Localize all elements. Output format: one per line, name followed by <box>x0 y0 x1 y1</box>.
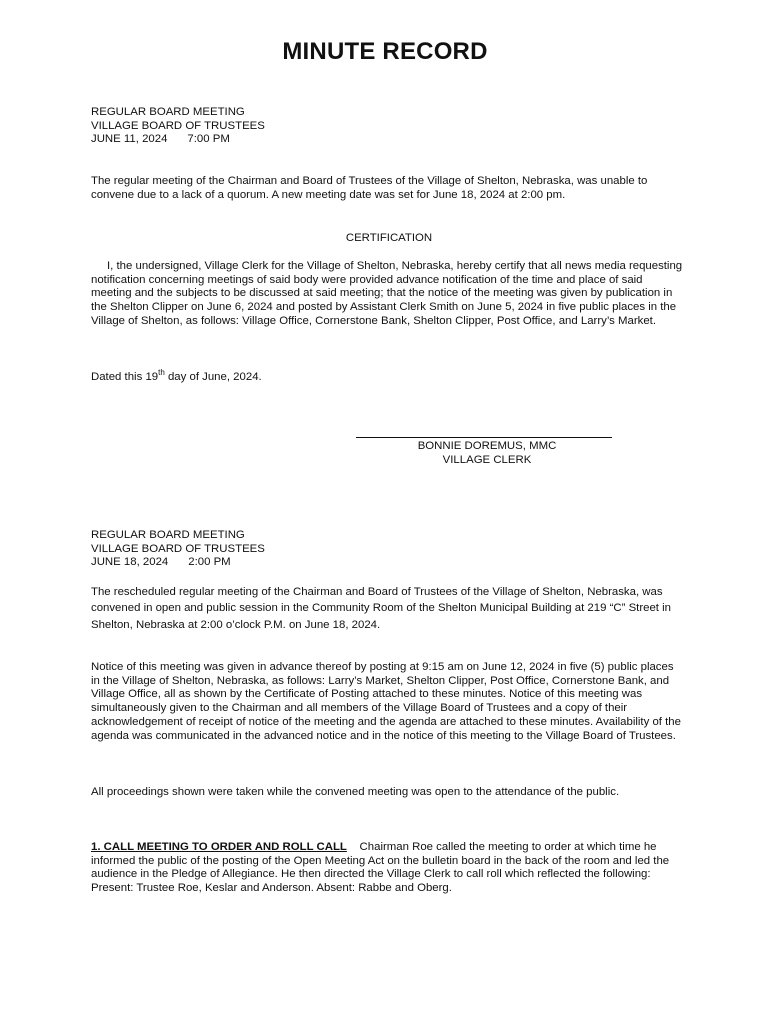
signature-line <box>356 437 612 438</box>
meeting-type: REGULAR BOARD MEETING <box>91 106 245 118</box>
paragraph-text: Notice of this meeting was given in advance thereof by posting at 9:15 am on June 12, 2024 in five (5) public places in the Village of Shelton, Nebraska, as follows: Larry’s Market, Shelton Clipper, Post Office, Cornerstone Bank, and Village Office, all as shown by the Certificate of Posting attached to these minutes. Notice of this meeting was simultaneously given to the Chairman and all members of the Village Board of Trustees and a copy of their acknowledgement of receipt of notice of the meeting and the agenda are attached to these minutes. Availability of the agenda was communicated in the advanced notice and in the notice of this meeting to the Village Board of Trustees. <box>91 661 681 742</box>
certification-paragraph <box>91 260 683 329</box>
meeting-time: 7:00 PM <box>187 133 230 146</box>
first-meeting-paragraph <box>91 175 683 202</box>
dated-line <box>91 368 681 385</box>
meeting-datetime <box>91 556 681 570</box>
dated-superscript: th <box>158 368 165 378</box>
signer-title: VILLAGE CLERK <box>442 454 532 466</box>
first-meeting-header <box>91 106 681 147</box>
proceedings-paragraph <box>91 786 651 800</box>
meeting-type: REGULAR BOARD MEETING <box>91 529 245 541</box>
agenda-item-1 <box>91 841 683 896</box>
meeting-time: 2:00 PM <box>188 556 231 569</box>
second-meeting-header <box>91 529 681 570</box>
meeting-datetime <box>91 133 681 147</box>
notice-paragraph <box>91 661 683 743</box>
agenda-item-body: Chairman Roe called the meeting to order at which time he informed the public of the posting of the Open Meeting Act on the bulletin board in the back of the room and led the audience in the Pledge of Allegiance. He then directed the Village Clerk to call roll which reflected the following: Present: Trustee Roe, Keslar and Anderson. Absent: Rabbe and Oberg. <box>91 841 670 895</box>
dated-suffix: day of June, 2024. <box>164 371 262 383</box>
board-name: VILLAGE BOARD OF TRUSTEES <box>91 119 265 132</box>
paragraph-text: The rescheduled regular meeting of the Chairman and Board of Trustees of the Village of Shelton, Nebraska, was convened in open and public session in the Community Room of the Shelton Municipal Building at 219 “C” Street in Shelton, Nebraska at 2:00 o’clock P.M. on June 18, 2024. <box>91 586 671 631</box>
convened-paragraph <box>91 584 679 633</box>
paragraph-text: All proceedings shown were taken while the convened meeting was open to the attendance of the public. <box>91 786 620 798</box>
meeting-date: JUNE 18, 2024 <box>91 556 169 569</box>
dated-prefix: Dated this 19 <box>91 371 159 383</box>
certification-text: I, the undersigned, Village Clerk for the Village of Shelton, Nebraska, hereby certify that all news media requesting notification concerning meetings of said body were provided advance notification of the time and place of said meeting and the subjects to be discussed at said meeting; that the notice of the meeting was given by publication in the Shelton Clipper on June 6, 2024 and posted by Assistant Clerk Smith on June 5, 2024 in five public places in the Village of Shelton, as follows: Village Office, Cornerstone Bank, Shelton Clipper, Post Office, and Larry’s Market. <box>91 260 683 327</box>
paragraph-text: The regular meeting of the Chairman and Board of Trustees of the Village of Shelton, Nebraska, was unable to convene due to a lack of a quorum. A new meeting date was set for June 18, 2024 at 2:00 pm. <box>91 175 648 201</box>
agenda-item-title: 1. CALL MEETING TO ORDER AND ROLL CALL <box>91 841 347 853</box>
certification-heading: CERTIFICATION <box>345 232 433 244</box>
meeting-date: JUNE 11, 2024 <box>91 133 168 146</box>
document-title: MINUTE RECORD <box>282 38 488 65</box>
signer-name: BONNIE DOREMUS, MMC <box>417 440 557 452</box>
board-name: VILLAGE BOARD OF TRUSTEES <box>91 542 265 555</box>
